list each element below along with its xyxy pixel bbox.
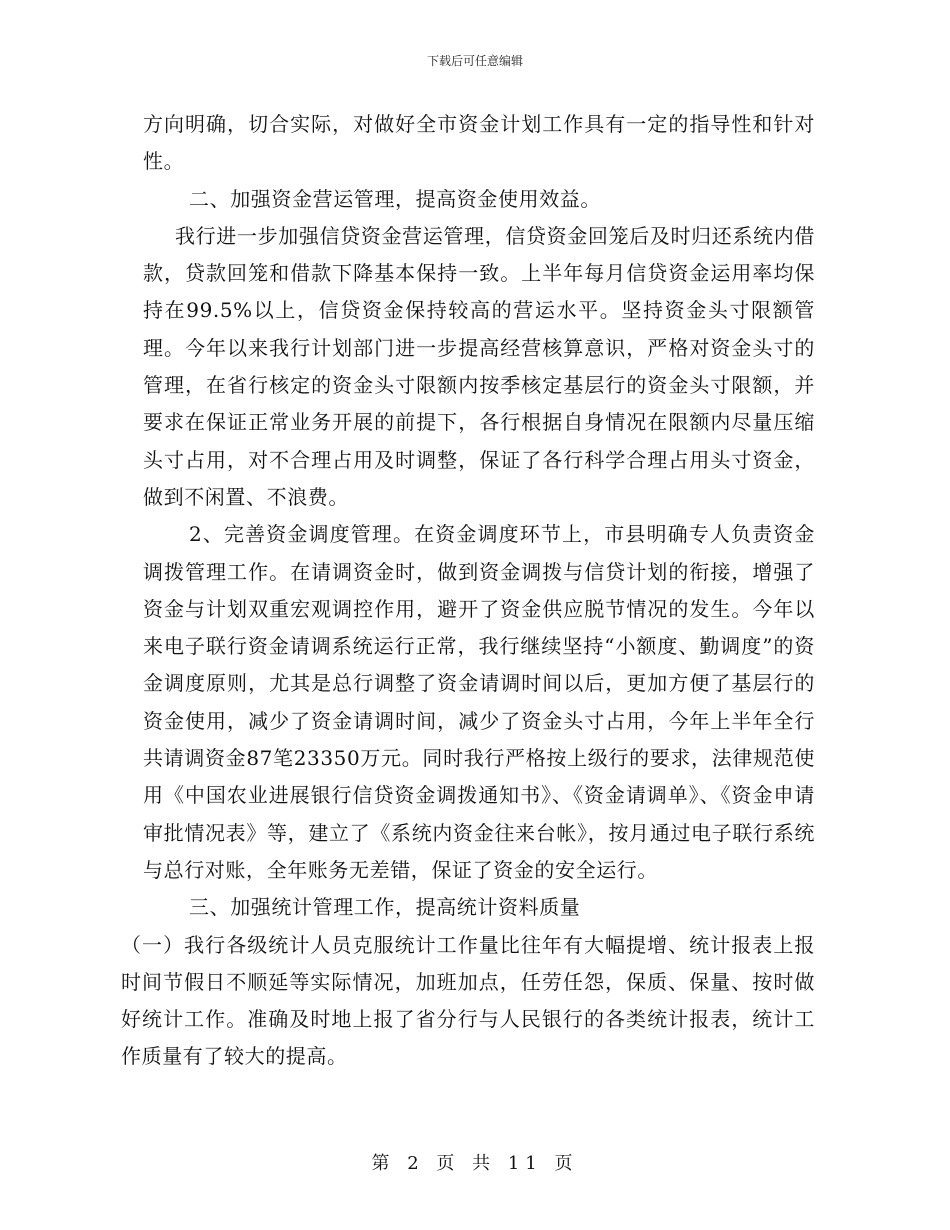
document-body: [121, 106, 815, 1076]
section-heading-2: 二、加强资金营运管理，提高资金使用效益。: [189, 186, 601, 211]
page-number-footer: 第 2 页 共 11 页: [371, 1153, 579, 1174]
paragraph-statistics: （一）我行各级统计人员克服统计工作量比往年有大幅提增、统计报表上报时间节假日不顺延等实际情况，加班加点，任劳任怨，保质、保量、按时做好统计工作。准确及时地上报了省分行与人民银行的各类统计报表，统计工作质量有了较大的提高。: [121, 932, 815, 1069]
paragraph-fund-scheduling: 2、完善资金调度管理。在资金调度环节上，市县明确专人负责资金调拨管理工作。在请调资金时，做到资金调拨与信贷计划的衔接，增强了资金与计划双重宏观调控作用，避开了资金供应脱节情况的发生。今年以来电子联行资金请调系统运行正常，我行继续坚持“小额度、勤调度”的资金调度原则，尤其是总行调整了资金请调时间以后，更加方便了基层行的资金使用，减少了资金请调时间，减少了资金头寸占用，今年上半年全行共请调资金87笔23350万元。同时我行严格按上级行的要求，法律规范使用《中国农业进展银行信贷资金调拨通知书》、《资金请调单》、《资金申请审批情况表》等，建立了《系统内资金往来台帐》，按月通过电子联行系统与总行对账，全年账务无差错，保证了资金的安全运行。: [143, 522, 815, 882]
page-header: 下载后可任意编辑: [426, 54, 523, 68]
paragraph-fund-operation: 我行进一步加强信贷资金营运管理，信贷资金回笼后及时归还系统内借款，贷款回笼和借款下降基本保持一致。上半年每月信贷资金运用率均保持在99.5%以上，信贷资金保持较高的营运水平。坚持资金头寸限额管理。今年以来我行计划部门进一步提高经营核算意识，严格对资金头寸的管理，在省行核定的资金头寸限额内按季核定基层行的资金头寸限额，并要求在保证正常业务开展的前提下，各行根据自身情况在限额内尽量压缩头寸占用，对不合理占用及时调整，保证了各行科学合理占用头寸资金，做到不闲置、不浪费。: [143, 223, 815, 509]
paragraph-continuation: 方向明确，切合实际，对做好全市资金计划工作具有一定的指导性和针对性。: [143, 112, 815, 174]
section-heading-3: 三、加强统计管理工作，提高统计资料质量: [189, 895, 581, 920]
